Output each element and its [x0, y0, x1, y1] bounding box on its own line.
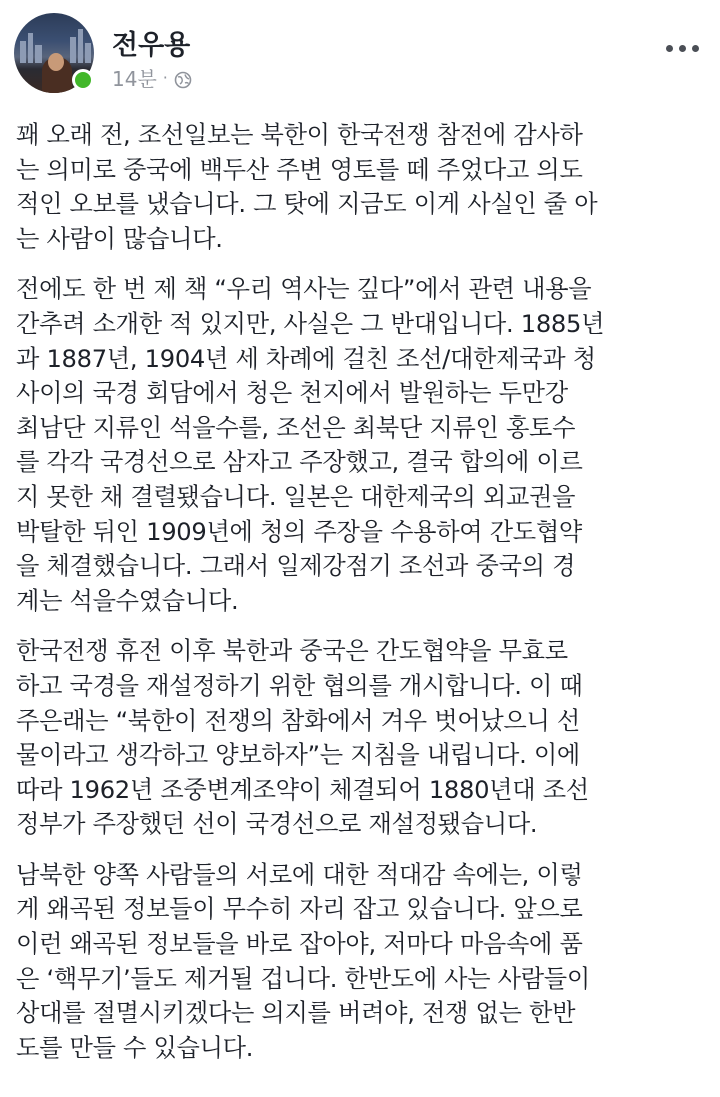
- globe-icon[interactable]: [174, 70, 192, 88]
- post-text-line: 과 1887년, 1904년 세 차례에 걸친 조선/대한제국과 청: [16, 344, 596, 373]
- post-text-line: 상대를 절멸시키겠다는 의지를 버려야, 전쟁 없는 한반: [16, 999, 576, 1028]
- post-text-line: 는 사람이 많습니다.: [16, 224, 223, 253]
- post-text-line: 게 왜곡된 정보들이 무수히 자리 잡고 있습니다. 앞으로: [16, 895, 583, 924]
- post-text-line: 하고 국경을 재설정하기 위한 협의를 개시합니다. 이 때: [16, 671, 583, 700]
- post-header: [14, 13, 706, 93]
- more-options-icon[interactable]: [658, 33, 706, 63]
- post-text-line: 도를 만들 수 있습니다.: [16, 1033, 254, 1062]
- meta-separator: ·: [162, 68, 168, 87]
- post-text-line: 최남단 지류인 석을수를, 조선은 최북단 지류인 홍토수: [16, 413, 576, 442]
- post-paragraph: [16, 272, 708, 618]
- post-text-line: 간추려 소개한 적 있지만, 사실은 그 반대입니다. 1885년: [16, 309, 605, 338]
- post-paragraph: [16, 634, 708, 842]
- post-text-line: 정부가 주장했던 선이 국경선으로 재설정됐습니다.: [16, 810, 538, 839]
- post-meta: [112, 63, 192, 92]
- post-paragraph: [16, 858, 708, 1066]
- post-text-line: 주은래는 “북한이 전쟁의 참화에서 겨우 벗어났으니 선: [16, 706, 580, 735]
- post-text-line: 물이라고 생각하고 양보하자”는 지침을 내립니다. 이에: [16, 741, 580, 770]
- post-paragraph: [16, 118, 708, 256]
- post-text-line: 이런 왜곡된 정보들을 바로 잡아야, 저마다 마음속에 품: [16, 930, 583, 959]
- post-timestamp[interactable]: 14분: [112, 67, 157, 91]
- post-text-line: 전에도 한 번 제 책 “우리 역사는 깊다”에서 관련 내용을: [16, 275, 592, 304]
- post-text-line: 한국전쟁 휴전 이후 북한과 중국은 간도협약을 무효로: [16, 637, 568, 666]
- post-text-line: 는 의미로 중국에 백두산 주변 영토를 떼 주었다고 의도: [16, 155, 583, 184]
- author-name[interactable]: 전우용: [112, 30, 191, 61]
- post-text-line: 꽤 오래 전, 조선일보는 북한이 한국전쟁 참전에 감사하: [16, 121, 583, 149]
- post-text-line: 사이의 국경 회담에서 청은 천지에서 발원하는 두만강: [16, 379, 568, 408]
- post-body: [16, 118, 708, 1081]
- post-text-line: 를 각각 국경선으로 삼자고 주장했고, 결국 합의에 이르: [16, 448, 583, 477]
- post-text-line: 적인 오보를 냈습니다. 그 탓에 지금도 이게 사실인 줄 아: [16, 190, 598, 219]
- online-status-icon: [72, 69, 94, 91]
- post-text-line: 계는 석을수였습니다.: [16, 586, 239, 615]
- author-avatar[interactable]: [14, 13, 94, 93]
- post-text-line: 을 체결했습니다. 그래서 일제강점기 조선과 중국의 경: [16, 552, 576, 581]
- post-text-line: 은 ‘핵무기’들도 제거될 겁니다. 한반도에 사는 사람들이: [16, 964, 590, 993]
- post-text-line: 박탈한 뒤인 1909년에 청의 주장을 수용하여 간도협약: [16, 517, 582, 546]
- post-text-line: 지 못한 채 결렬됐습니다. 일본은 대한제국의 외교권을: [16, 482, 576, 511]
- post-text-line: 남북한 양쪽 사람들의 서로에 대한 적대감 속에는, 이렇: [16, 860, 583, 889]
- post-text-line: 따라 1962년 조중변계조약이 체결되어 1880년대 조선: [16, 775, 589, 804]
